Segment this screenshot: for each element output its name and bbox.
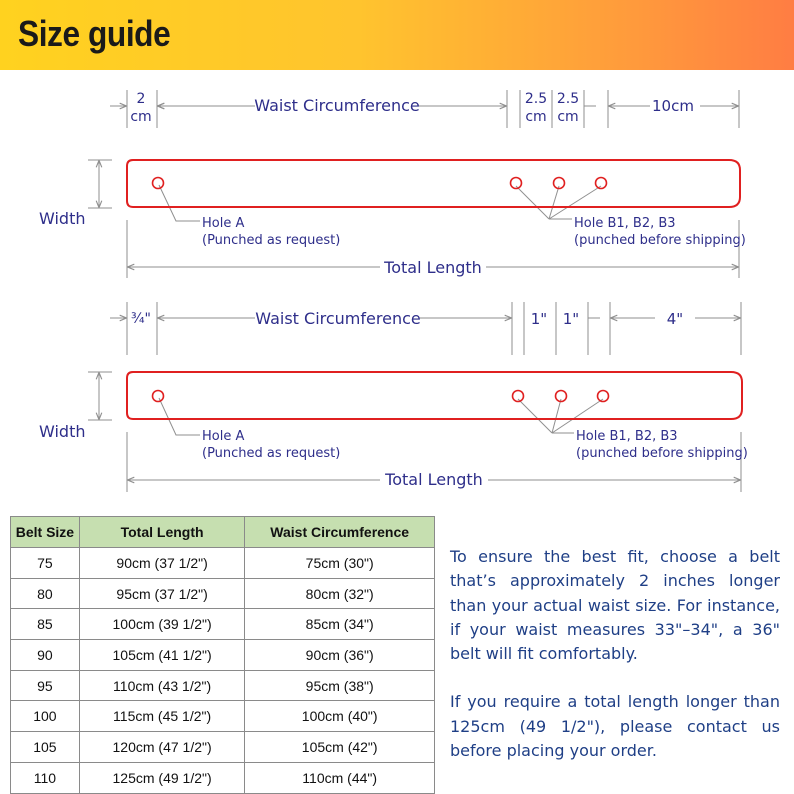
dim-spacing-1-label-in: 1": [530, 310, 548, 328]
belt-diagram-in: [88, 302, 741, 492]
cell-waist: 75cm (30"): [245, 548, 435, 579]
hole-a-in: [153, 391, 164, 402]
header-banner: [0, 0, 794, 70]
width-label: Width: [39, 209, 86, 228]
belt-outline-in: [127, 372, 742, 419]
hole-b3-cm: [596, 178, 607, 189]
cell-belt-size: 110: [11, 762, 80, 793]
dim-tip-label: 10cm: [652, 97, 694, 115]
dim-hole-offset-label-in: ¾": [130, 311, 152, 327]
column-header-waist: Waist Circumference: [245, 517, 435, 548]
width-label-in: Width: [39, 422, 86, 441]
page-title: Size guide: [18, 13, 171, 54]
table-row: [11, 670, 435, 701]
cell-total-length: 125cm (49 1/2"): [79, 762, 245, 793]
column-header-total-length: Total Length: [79, 517, 245, 548]
cell-belt-size: 75: [11, 548, 80, 579]
total-length-label-in: Total Length: [385, 470, 483, 489]
hole-a-note-in: (Punched as request): [202, 446, 341, 461]
cell-total-length: 100cm (39 1/2"): [79, 609, 245, 640]
cell-waist: 95cm (38"): [245, 670, 435, 701]
cell-waist: 110cm (44"): [245, 762, 435, 793]
hole-a-title: Hole A: [202, 216, 245, 231]
belt-outline-cm: [127, 160, 740, 207]
cell-total-length: 105cm (41 1/2"): [79, 640, 245, 671]
contact-advice-paragraph: If you require a total length longer than 125cm (49 1/2"), please contact us before placing your order.: [450, 692, 780, 761]
table-row: [11, 609, 435, 640]
cell-belt-size: 90: [11, 640, 80, 671]
hole-b-note-in: (punched before shipping): [576, 446, 748, 461]
belt-diagram: [0, 70, 794, 506]
cell-total-length: 110cm (43 1/2"): [79, 670, 245, 701]
size-table: [10, 516, 435, 794]
dim-spacing-2-unit: cm: [557, 109, 579, 125]
table-row: [11, 762, 435, 793]
dim-waist-label-in: Waist Circumference: [255, 309, 421, 328]
total-length-label: Total Length: [384, 258, 482, 277]
dim-spacing-2-label-in: 1": [562, 310, 580, 328]
fit-advice: [450, 545, 780, 787]
table-header-row: [11, 517, 435, 548]
table-row: [11, 732, 435, 763]
hole-b-title: Hole B1, B2, B3: [574, 216, 676, 231]
dim-spacing-1-value: 2.5: [524, 91, 548, 107]
table-row: [11, 701, 435, 732]
dim-spacing-1-unit: cm: [525, 109, 547, 125]
dim-waist-label: Waist Circumference: [254, 96, 420, 115]
hole-b1-cm: [511, 178, 522, 189]
table-row: [11, 548, 435, 579]
hole-a-title-in: Hole A: [202, 429, 245, 444]
cell-total-length: 115cm (45 1/2"): [79, 701, 245, 732]
cell-waist: 90cm (36"): [245, 640, 435, 671]
cell-belt-size: 100: [11, 701, 80, 732]
table-row: [11, 640, 435, 671]
cell-total-length: 120cm (47 1/2"): [79, 732, 245, 763]
cell-belt-size: 105: [11, 732, 80, 763]
cell-total-length: 95cm (37 1/2"): [79, 578, 245, 609]
cell-waist: 80cm (32"): [245, 578, 435, 609]
cell-belt-size: 85: [11, 609, 80, 640]
hole-a-note: (Punched as request): [202, 233, 341, 248]
cell-belt-size: 80: [11, 578, 80, 609]
table-row: [11, 578, 435, 609]
cell-waist: 85cm (34"): [245, 609, 435, 640]
cell-waist: 100cm (40"): [245, 701, 435, 732]
hole-b-note: (punched before shipping): [574, 233, 746, 248]
dim-hole-offset-value: 2: [136, 91, 146, 107]
hole-b-title-in: Hole B1, B2, B3: [576, 429, 678, 444]
dim-hole-offset-unit: cm: [130, 109, 152, 125]
cell-waist: 105cm (42"): [245, 732, 435, 763]
cell-total-length: 90cm (37 1/2"): [79, 548, 245, 579]
belt-diagram-cm: [88, 90, 739, 278]
dim-tip-label-in: 4": [666, 310, 684, 328]
column-header-belt-size: Belt Size: [11, 517, 80, 548]
cell-belt-size: 95: [11, 670, 80, 701]
hole-b1-in: [513, 391, 524, 402]
hole-b3-in: [598, 391, 609, 402]
dim-spacing-2-value: 2.5: [556, 91, 580, 107]
fit-advice-paragraph: To ensure the best fit, choose a belt that’s approximately 2 inches longer than your actual waist size. For instance, if your waist measures 33"–34", a 36" belt will fit comfortably.: [450, 547, 780, 664]
hole-a-cm: [153, 178, 164, 189]
